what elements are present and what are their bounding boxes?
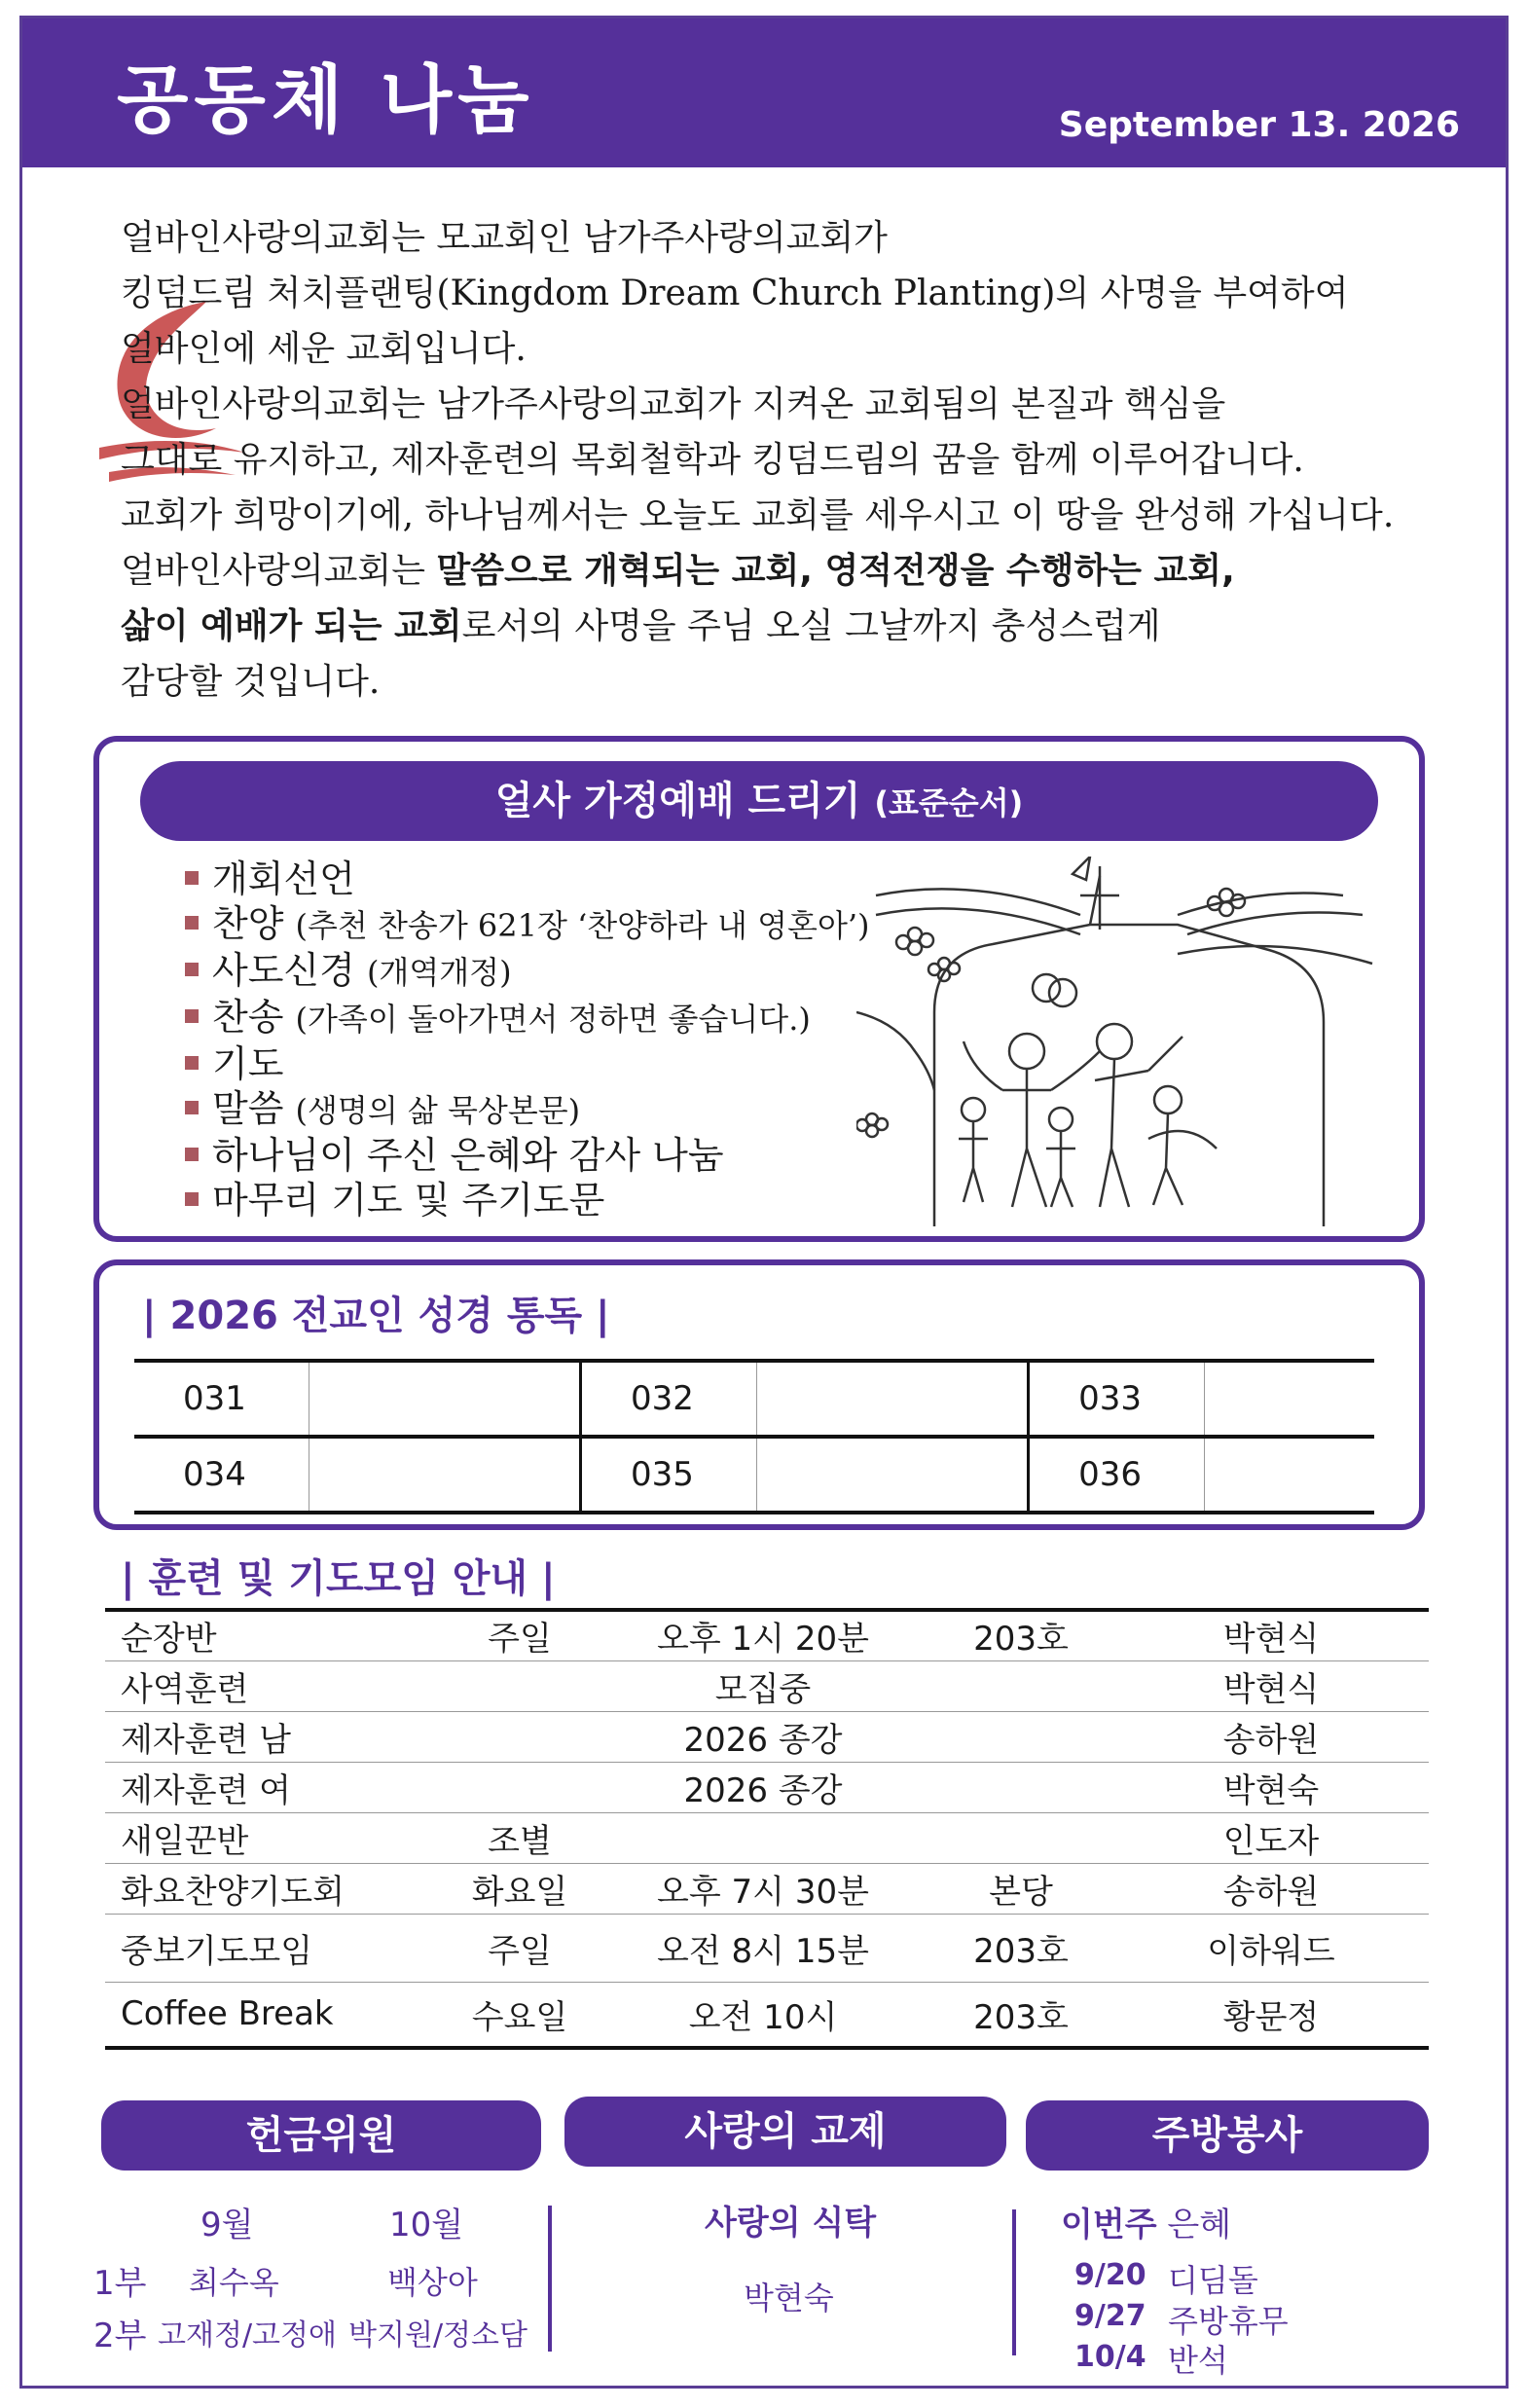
program-room: 203호 <box>928 1982 1113 2048</box>
order-note: (가족이 돌아가면서 정하면 좋습니다.) <box>295 1001 811 1038</box>
table-row <box>134 1361 1374 1437</box>
kitchen-week-label: 이번주 <box>1061 2206 1157 2244</box>
page-title: 공동체 나눔 <box>117 56 535 143</box>
offering-service-1: 1부 <box>93 2264 147 2303</box>
training-table <box>105 1608 1429 2050</box>
reading-check-cell <box>1205 1437 1374 1513</box>
program-time: 오전 8시 15분 <box>598 1914 928 1982</box>
square-bullet-icon <box>185 916 199 930</box>
list-item <box>185 948 870 995</box>
square-bullet-icon <box>185 1148 199 1161</box>
program-room <box>928 1711 1113 1762</box>
program-name: 순장반 <box>105 1610 442 1660</box>
offering-month-1: 9월 <box>200 2206 254 2244</box>
square-bullet-icon <box>185 1056 199 1070</box>
table-row <box>105 1660 1429 1711</box>
family-worship-title-bar <box>140 761 1378 841</box>
program-name: 새일꾼반 <box>105 1812 442 1863</box>
program-room <box>928 1812 1113 1863</box>
kitchen-title: 주방봉사 <box>1026 2100 1429 2171</box>
list-item <box>185 1178 870 1222</box>
list-item <box>185 1086 870 1133</box>
kitchen-team: 디딤돌 <box>1168 2262 1258 2299</box>
order-note: (생명의 삶 묵상본문) <box>295 1092 581 1129</box>
column-divider <box>1012 2209 1016 2355</box>
table-row <box>105 1762 1429 1812</box>
offering-month-2: 10월 <box>389 2206 464 2244</box>
reading-day-number: 033 <box>1029 1361 1205 1437</box>
program-leader: 박현식 <box>1113 1660 1429 1711</box>
program-leader: 박현식 <box>1113 1610 1429 1660</box>
order-label: 찬양 <box>212 902 284 945</box>
family-church-illustration <box>856 857 1401 1226</box>
vision-emphasis: 말씀으로 개혁되는 교회, 영적전쟁을 수행하는 교회, <box>436 551 1235 591</box>
training-title: | 훈련 및 기도모임 안내 | <box>121 1556 556 1601</box>
kitchen-this-week <box>1061 2198 1231 2245</box>
reading-check-cell <box>309 1437 581 1513</box>
program-leader: 송하원 <box>1113 1711 1429 1762</box>
program-name: 제자훈련 남 <box>105 1711 442 1762</box>
program-day <box>442 1660 598 1711</box>
square-bullet-icon <box>185 1192 199 1206</box>
square-bullet-icon <box>185 1101 199 1114</box>
table-row <box>105 1812 1429 1863</box>
bulletin-date: September 13. 2026 <box>1058 105 1460 145</box>
program-leader: 인도자 <box>1113 1812 1429 1863</box>
reading-day-number: 035 <box>581 1437 757 1513</box>
flower-icon <box>1208 889 1245 916</box>
order-label: 하나님이 주신 은혜와 감사 나눔 <box>212 1134 724 1177</box>
order-label: 기도 <box>212 1042 284 1085</box>
program-time: 2026 종강 <box>598 1762 928 1812</box>
program-name: Coffee Break <box>105 1982 442 2048</box>
vision-line: 감당할 것입니다. <box>121 662 381 702</box>
kitchen-date: 9/27 <box>1074 2299 1146 2333</box>
program-time: 오후 1시 20분 <box>598 1610 928 1660</box>
program-name: 제자훈련 여 <box>105 1762 442 1812</box>
vision-line: 교회가 희망이기에, 하나님께서는 오늘도 교회를 세우시고 이 땅을 완성해 가십니다. <box>121 495 1395 535</box>
kitchen-team: 주방휴무 <box>1168 2303 1289 2340</box>
program-room: 203호 <box>928 1610 1113 1660</box>
reading-day-number: 036 <box>1029 1437 1205 1513</box>
kitchen-team: 반석 <box>1168 2342 1228 2379</box>
table-row <box>105 1914 1429 1982</box>
offering-member: 박지원/정소담 <box>348 2318 528 2353</box>
program-leader: 황문정 <box>1113 1982 1429 2048</box>
column-divider <box>548 2206 552 2352</box>
list-item <box>185 1133 870 1178</box>
family-worship-subtitle: (표준순서) <box>874 784 1024 821</box>
reading-day-number: 031 <box>134 1361 309 1437</box>
offering-service-2: 2부 <box>93 2317 147 2355</box>
order-label: 말씀 <box>212 1087 284 1130</box>
program-time <box>598 1812 928 1863</box>
reading-check-cell <box>757 1361 1029 1437</box>
bible-reading-table <box>134 1359 1374 1514</box>
table-row <box>105 1610 1429 1660</box>
list-item <box>185 901 870 948</box>
vision-line <box>121 599 1483 654</box>
program-leader: 박현숙 <box>1113 1762 1429 1812</box>
program-room: 203호 <box>928 1914 1113 1982</box>
reading-check-cell <box>1205 1361 1374 1437</box>
reading-day-number: 032 <box>581 1361 757 1437</box>
program-name: 사역훈련 <box>105 1660 442 1711</box>
program-leader: 송하원 <box>1113 1863 1429 1914</box>
square-bullet-icon <box>185 871 199 885</box>
program-day: 수요일 <box>442 1982 598 2048</box>
program-name: 중보기도모임 <box>105 1914 442 1982</box>
program-day: 주일 <box>442 1610 598 1660</box>
vision-line: 그대로 유지하고, 제자훈련의 목회철학과 킹덤드림의 꿈을 함께 이루어갑니다. <box>121 440 1304 480</box>
list-item <box>185 1041 870 1086</box>
order-note: (추천 찬송가 621장 ‘찬양하라 내 영혼아’) <box>295 907 870 944</box>
kitchen-date: 9/20 <box>1074 2258 1146 2292</box>
order-label: 찬송 <box>212 996 284 1039</box>
list-item <box>185 857 870 901</box>
order-label: 개회선언 <box>212 857 355 900</box>
offering-member: 최수옥 <box>189 2264 279 2301</box>
vision-text: 로서의 사명을 주님 오실 그날까지 충성스럽게 <box>461 606 1161 646</box>
program-room <box>928 1660 1113 1711</box>
program-day: 주일 <box>442 1914 598 1982</box>
vision-line: 얼바인에 세운 교회입니다. <box>121 329 527 369</box>
square-bullet-icon <box>185 963 199 976</box>
fellowship-subtitle: 사랑의 식탁 <box>705 2204 877 2243</box>
program-day <box>442 1711 598 1762</box>
worship-order-list <box>185 857 870 1222</box>
reading-check-cell <box>757 1437 1029 1513</box>
flower-icon <box>856 1113 888 1137</box>
table-row <box>134 1437 1374 1513</box>
vision-line: 얼바인사랑의교회는 모교회인 남가주사랑의교회가 <box>121 218 888 258</box>
table-row <box>105 1863 1429 1914</box>
fellowship-title: 사랑의 교제 <box>564 2097 1006 2167</box>
table-row <box>105 1711 1429 1762</box>
offering-member: 고재정/고정애 <box>158 2318 337 2353</box>
kitchen-week-value: 은혜 <box>1167 2206 1232 2244</box>
program-time: 모집중 <box>598 1660 928 1711</box>
reading-check-cell <box>309 1361 581 1437</box>
offering-title: 헌금위원 <box>101 2100 541 2171</box>
order-label: 사도신경 <box>212 949 355 992</box>
vision-line: 얼바인사랑의교회는 남가주사랑의교회가 지켜온 교회됨의 본질과 핵심을 <box>121 384 1226 424</box>
program-time: 오전 10시 <box>598 1982 928 2048</box>
program-leader: 이하워드 <box>1113 1914 1429 1982</box>
program-day: 조별 <box>442 1812 598 1863</box>
program-name: 화요찬양기도회 <box>105 1863 442 1914</box>
vision-emphasis: 삶이 예배가 되는 교회 <box>121 606 462 646</box>
bible-reading-title: | 2026 전교인 성경 통독 | <box>142 1294 610 1338</box>
program-room <box>928 1762 1113 1812</box>
square-bullet-icon <box>185 1009 199 1023</box>
reading-day-number: 034 <box>134 1437 309 1513</box>
kitchen-date: 10/4 <box>1074 2340 1146 2374</box>
offering-member: 백상아 <box>387 2264 478 2301</box>
program-day: 화요일 <box>442 1863 598 1914</box>
program-time: 2026 종강 <box>598 1711 928 1762</box>
flower-icon <box>896 928 933 955</box>
list-item <box>185 995 870 1041</box>
program-room: 본당 <box>928 1863 1113 1914</box>
table-row <box>105 1982 1429 2048</box>
vision-text: 얼바인사랑의교회는 <box>121 551 437 591</box>
fellowship-name: 박현숙 <box>744 2280 834 2317</box>
vision-line: 킹덤드림 처치플랜팅(Kingdom Dream Church Planting)의 사명을 부여하여 <box>121 274 1349 313</box>
church-vision-statement <box>121 210 1483 710</box>
vision-line <box>121 543 1483 599</box>
program-day <box>442 1762 598 1812</box>
family-worship-title: 얼사 가정예배 드리기 <box>494 779 861 823</box>
program-time: 오후 7시 30분 <box>598 1863 928 1914</box>
order-note: (개역개정) <box>366 954 512 991</box>
order-label: 마무리 기도 및 주기도문 <box>212 1179 605 1222</box>
